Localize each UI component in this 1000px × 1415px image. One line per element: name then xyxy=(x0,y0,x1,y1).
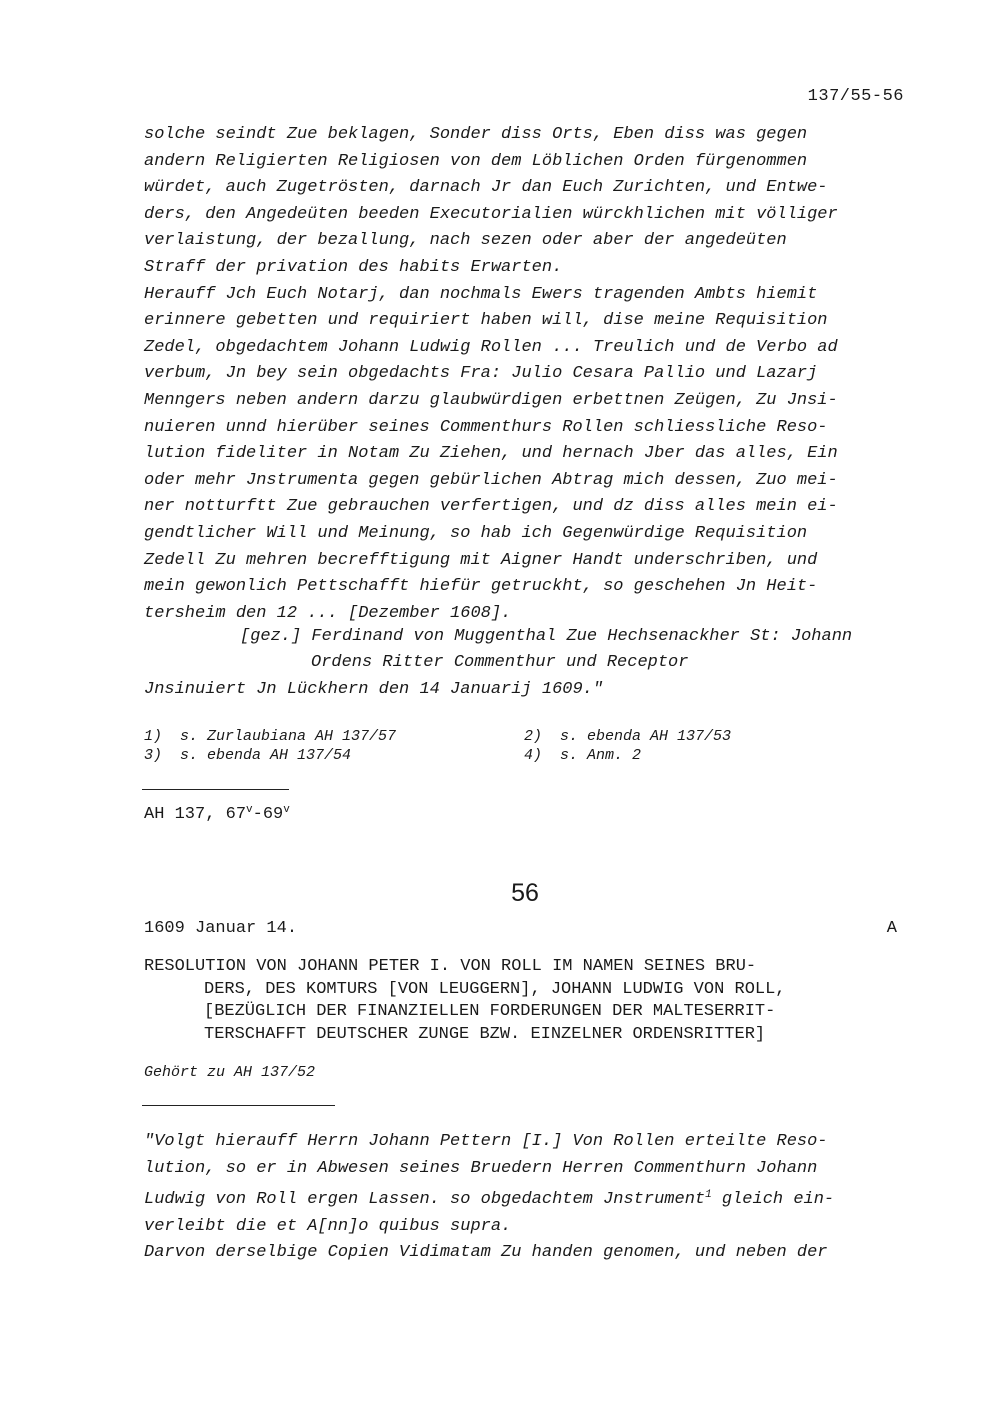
document-title xyxy=(144,956,786,1046)
text-line: Menngers neben andern darzu glaubwürdigen erbettnen Zeügen, Zu Jnsi- xyxy=(144,390,838,410)
source-reference: AH 137, 67$^v$-69$^v$ xyxy=(144,804,290,824)
text-line: Zedell Zu mehren becrefftigung mit Aigner Handt underschriben, und xyxy=(144,550,818,570)
section-divider xyxy=(142,1105,335,1106)
text-line: nuieren unnd hierüber seines Commenthurs Rollen schliessliche Reso- xyxy=(144,417,828,437)
text-line: mein gewonlich Pettschafft hiefür getruckht, so geschehen Jn Heit- xyxy=(144,577,818,597)
text-line: andern Religierten Religiosen von dem Löblichen Orden fürgenommen xyxy=(144,151,808,171)
footnote-1: 1) s. Zurlaubiana AH 137/57 xyxy=(144,728,397,745)
text-line: Straff der privation des habits Erwarten. xyxy=(144,257,563,277)
text-line: Herauff Jch Euch Notarj, dan nochmals Ewers tragenden Ambts hiemit xyxy=(144,284,818,304)
title-line: DERS, DES KOMTURS [VON LEUGGERN], JOHANN LUDWIG VON ROLL, xyxy=(204,979,786,999)
footnote-4: 4) s. Anm. 2 xyxy=(524,747,642,764)
text-line: "Volgt hierauff Herrn Johann Pettern [I.] Von Rollen erteilte Reso- xyxy=(144,1132,828,1151)
text-line: verlaistung, der bezallung, nach sezen oder aber der angedeüten xyxy=(144,231,787,251)
text-line: tersheim den 12 ... [Dezember 1608]. xyxy=(144,603,512,623)
text-line: Ludwig von Roll ergen Lassen. so obgedachtem Jnstrument$^1$ gleich ein- xyxy=(144,1189,835,1210)
document-number: 56 xyxy=(511,879,539,907)
text-line: lution fideliter in Notam Zu Ziehen, und hernach Jber das alles, Ein xyxy=(144,444,838,464)
title-line: TERSCHAFFT DEUTSCHER ZUNGE BZW. EINZELNER ORDENSRITTER] xyxy=(204,1024,766,1044)
text-line: Zedel, obgedachtem Johann Ludwig Rollen ... Treulich und de Verbo ad xyxy=(144,337,838,357)
text-line: lution, so er in Abwesen seines Bruedern Herren Commenthurn Johann xyxy=(144,1158,818,1178)
text-line: erinnere gebetten und requiriert haben will, dise meine Requisition xyxy=(144,311,828,331)
signature-line: [gez.] Ferdinand von Muggenthal Zue Hechsenackher St: Johann xyxy=(240,627,853,646)
footnote-2: 2) s. ebenda AH 137/53 xyxy=(524,728,732,745)
page-number: 137/55-56 xyxy=(807,87,904,106)
continuation-text xyxy=(144,122,914,627)
footnote-3: 3) s. ebenda AH 137/54 xyxy=(144,747,352,764)
document-classification: A xyxy=(886,919,897,938)
text-line: gendtlicher Will und Meinung, so hab ich Gegenwürdige Requisition xyxy=(144,523,808,543)
belongs-to-note: Gehört zu AH 137/52 xyxy=(144,1064,316,1081)
text-line: ner notturftt Zue gebrauchen verfertigen, und dz diss alles mein ei- xyxy=(144,497,838,517)
title-line: [BEZÜGLICH DER FINANZIELLEN FORDERUNGEN DER MALTESERRIT- xyxy=(204,1002,776,1021)
text-line: solche seindt Zue beklagen, Sonder diss Orts, Eben diss was gegen xyxy=(144,125,808,144)
text-line: oder mehr Jnstrumenta gegen gebürlichen Abtrag mich dessen, Zuo mei- xyxy=(144,470,838,490)
text-line: ders, den Angedeüten beeden Executorialien würckhlichen mit völliger xyxy=(144,204,838,224)
document-text xyxy=(144,1129,914,1267)
section-divider xyxy=(142,789,289,790)
document-date: 1609 Januar 14. xyxy=(144,919,298,938)
footnote-marker: 1 xyxy=(705,1189,712,1202)
title-line: RESOLUTION VON JOHANN PETER I. VON ROLL IM NAMEN SEINES BRU- xyxy=(144,957,757,976)
text-line: verleibt die et A[nn]o quibus supra. xyxy=(144,1216,512,1236)
text-line: Darvon derselbige Copien Vidimatam Zu handen genomen, und neben der xyxy=(144,1243,828,1263)
text-line: verbum, Jn bey sein obgedachts Fra: Julio Cesara Pallio und Lazarj xyxy=(144,364,818,384)
signature-title: Ordens Ritter Commenthur und Receptor xyxy=(311,653,689,672)
text-line: würdet, auch Zugetrösten, darnach Jr dan Euch Zurichten, und Entwe- xyxy=(144,178,828,198)
insinuation-note: Jnsinuiert Jn Lückhern den 14 Januarij 1609." xyxy=(144,680,604,699)
